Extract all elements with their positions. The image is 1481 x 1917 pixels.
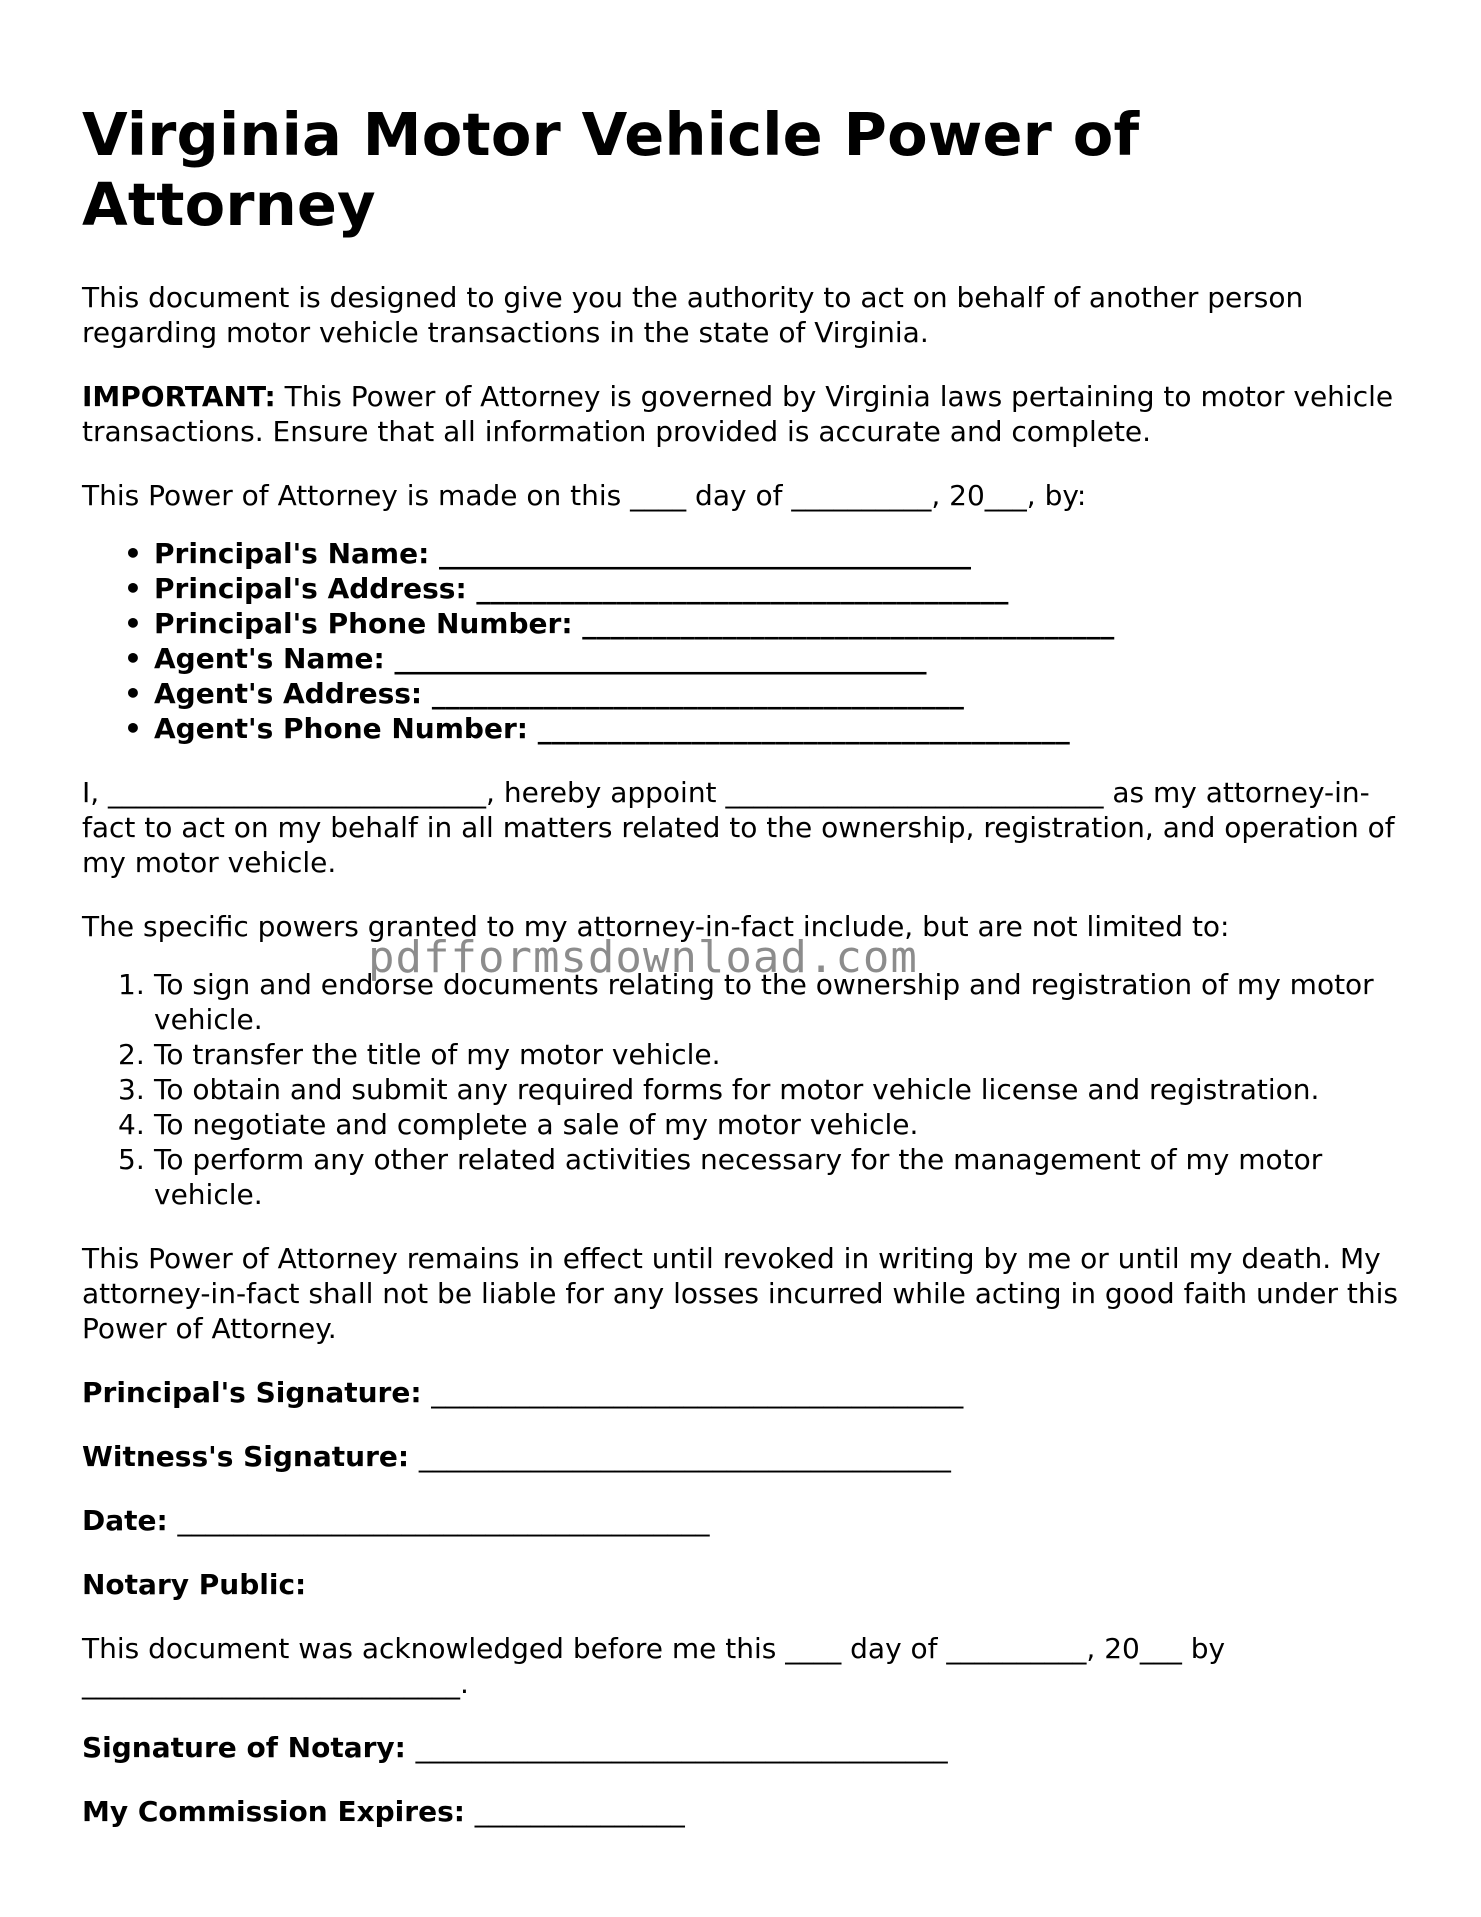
witness-signature-line: Witness's Signature: ______________________________________: [82, 1440, 951, 1473]
agent-name-field: • Agent's Name: ______________________________________: [154, 641, 1412, 676]
power-item: 3. To obtain and submit any required forms for motor vehicle license and registration.: [118, 1073, 1320, 1106]
watermark-text: pdfformsdownload.com: [368, 932, 918, 983]
powers-list: [82, 967, 1412, 1212]
principal-phone-blank[interactable]: ______________________________________: [582, 607, 1115, 640]
agent-address-blank[interactable]: ______________________________________: [431, 677, 964, 710]
commission-expires-line: My Commission Expires: _______________: [82, 1795, 685, 1828]
principal-address-field: • Principal's Address: ______________________________________: [154, 571, 1412, 606]
effect-paragraph: This Power of Attorney remains in effect until revoked in writing by me or until my death. My attorney-in-fact shall not be liable for any losses incurred while acting in good faith under this Power of Attorney.: [82, 1242, 1399, 1345]
notary-heading: Notary Public:: [82, 1568, 307, 1601]
date-blank[interactable]: ______________________________________: [177, 1504, 710, 1537]
notary-signature-line: Signature of Notary: ______________________________________: [82, 1731, 948, 1764]
notary-acknowledgement: This document was acknowledged before me this ____ day of __________, 20___ by ___________________________.: [82, 1632, 1226, 1700]
agent-phone-field: • Agent's Phone Number: ______________________________________: [154, 711, 1412, 746]
agent-address-field: • Agent's Address: ______________________________________: [154, 676, 1412, 711]
agent-phone-blank[interactable]: ______________________________________: [537, 712, 1070, 745]
agent-name-blank[interactable]: ______________________________________: [394, 642, 927, 675]
commission-expires-blank[interactable]: _______________: [474, 1795, 685, 1828]
important-label: IMPORTANT:: [82, 380, 276, 413]
date-line: Date: ______________________________________: [82, 1504, 710, 1537]
document-page: [82, 100, 1412, 1858]
intro-paragraph: This document is designed to give you the authority to act on behalf of another person regarding motor vehicle transactions in the state of Virginia.: [82, 281, 1304, 349]
principal-address-blank[interactable]: ______________________________________: [476, 572, 1009, 605]
power-item: 5. To perform any other related activities necessary for the management of my motor vehicle.: [118, 1143, 1323, 1211]
important-text: This Power of Attorney is governed by Virginia laws pertaining to motor vehicle transactions. Ensure that all information provided is accurate and complete.: [82, 380, 1394, 448]
principal-signature-line: Principal's Signature: ______________________________________: [82, 1376, 964, 1409]
important-paragraph: [82, 379, 1412, 449]
made-on-line: This Power of Attorney is made on this ____ day of __________, 20___, by:: [82, 479, 1087, 512]
party-fields-list: [82, 536, 1412, 746]
witness-signature-blank[interactable]: ______________________________________: [418, 1440, 951, 1473]
principal-signature-blank[interactable]: ______________________________________: [431, 1376, 964, 1409]
document-title: Virginia Motor Vehicle Power of Attorney: [82, 100, 1140, 239]
power-item: 1. To sign and endorse documents relating to the ownership and registration of my motor vehicle.: [118, 968, 1374, 1036]
principal-name-blank[interactable]: ______________________________________: [439, 537, 972, 570]
principal-name-field: • Principal's Name: ______________________________________: [154, 536, 1412, 571]
notary-signature-blank[interactable]: ______________________________________: [415, 1731, 948, 1764]
powers-intro: The specific powers granted to my attorney-in-fact include, but are not limited to:: [82, 910, 1230, 943]
appointment-paragraph: I, ___________________________, hereby appoint ___________________________ as my attorney-in-fact to act on my behalf in all matters related to the ownership, registration, and operation of my motor vehicle.: [82, 776, 1395, 879]
principal-phone-field: • Principal's Phone Number: ______________________________________: [154, 606, 1412, 641]
power-item: 4. To negotiate and complete a sale of my motor vehicle.: [118, 1108, 919, 1141]
power-item: 2. To transfer the title of my motor vehicle.: [118, 1038, 721, 1071]
